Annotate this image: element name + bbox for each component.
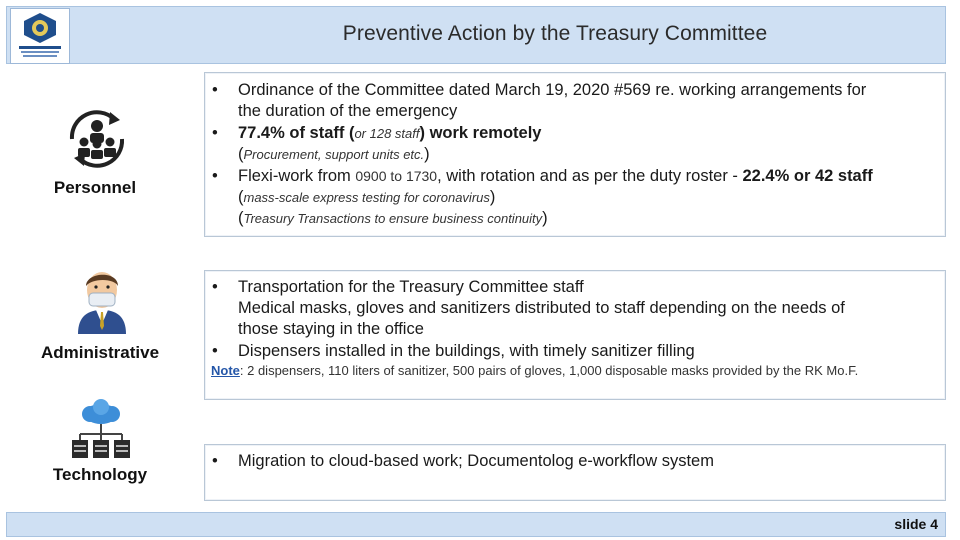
administrative-bullet-1: • Transportation for the Treasury Committee staff Medical masks, gloves and sanitizers distributed to staff depending on the needs of those staying in the office [212, 278, 845, 338]
slide-number: slide 4 [894, 516, 938, 532]
section-label-administrative: Administrative [40, 343, 160, 362]
section-label-personnel: Personnel [53, 178, 137, 197]
technology-bullet-1: • Migration to cloud-based work; Documentolog e-workflow system [212, 452, 714, 470]
administrative-note [211, 363, 941, 378]
cloud-network-icon [70, 398, 132, 467]
personnel-icon [62, 104, 132, 179]
note-label: Note [211, 363, 240, 378]
administrative-person-icon [74, 266, 130, 339]
personnel-bullet-1: • Ordinance of the Committee dated March 19, 2020 #569 re. working arrangements for the duration of the emergency [212, 81, 867, 120]
footer-bar [6, 512, 946, 537]
personnel-bullet-3: • Flexi-work from 0900 to 1730, with rotation and as per the duty roster - 22.4% or 42 staff (mass-scale express testing for coronavirus) (Treasury Transactions to ensure business continuity) [212, 167, 873, 227]
note-text: : 2 dispensers, 110 liters of sanitizer, 500 pairs of gloves, 1,000 disposable masks provided by the RK Mo.F. [239, 363, 859, 378]
page-title: Preventive Action by the Treasury Committee [342, 22, 768, 45]
logo-emblem-icon [10, 8, 70, 64]
personnel-bullet-2: • 77.4% of staff (or 128 staff) work remotely (Procurement, support units etc.) [212, 124, 542, 163]
section-label-technology: Technology [52, 465, 148, 484]
administrative-bullet-2: • Dispensers installed in the buildings, with timely sanitizer filling [212, 342, 695, 360]
